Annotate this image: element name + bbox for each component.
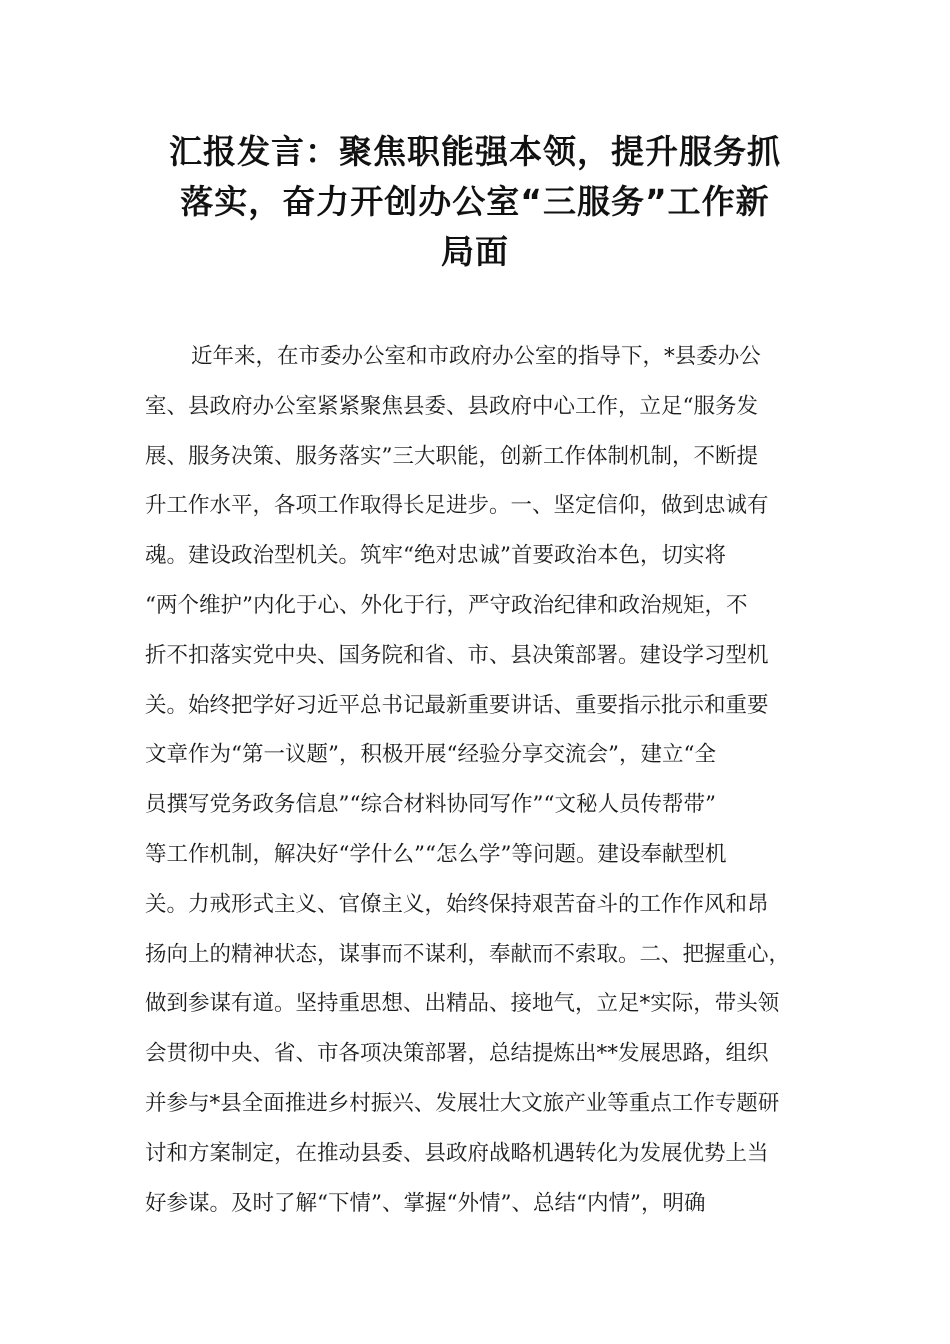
body-line: 近年来，在市委办公室和市政府办公室的指导下，*县委办公 (191, 344, 761, 369)
body-line: 折不扣落实党中央、国务院和省、市、县决策部署。建设学习型机 (145, 642, 769, 668)
body-line: 会贯彻中央、省、市各项决策部署，总结提炼出**发展思路，组织 (145, 1041, 769, 1067)
document-title (145, 127, 805, 276)
body-line: 等工作机制，解决好“学什么”“怎么学”等问题。建设奉献型机 (145, 841, 727, 867)
body-line: 展、服务决策、服务落实”三大职能，创新工作体制机制，不断提 (145, 443, 758, 469)
body-line: “两个维护”内化于心、外化于行，严守政治纪律和政治规矩，不 (145, 592, 748, 618)
title-line: 汇报发言：聚焦职能强本领，提升服务抓 (169, 132, 781, 171)
body-line: 员撰写党务政务信息”“综合材料协同写作”“文秘人员传帮带” (145, 792, 716, 818)
body-line: 关。力戒形式主义、官僚主义，始终保持艰苦奋斗的工作作风和昂 (145, 891, 769, 917)
body-line: 扬向上的精神状态，谋事而不谋利，奉献而不索取。二、把握重心， (145, 941, 791, 967)
body-line: 室、县政府办公室紧紧聚焦县委、县政府中心工作，立足“服务发 (145, 393, 758, 419)
title-line: 局面 (441, 231, 509, 271)
body-line: 做到参谋有道。坚持重思想、出精品、接地气，立足*实际，带头领 (145, 991, 780, 1017)
body-line: 并参与*县全面推进乡村振兴、发展壮大文旅产业等重点工作专题研 (145, 1090, 780, 1116)
body-line: 好参谋。及时了解“下情”、掌握“外情”、总结“内情”，明确 (145, 1190, 706, 1216)
title-line: 落实，奋力开创办公室“三服务”工作新 (180, 181, 770, 221)
body-paragraph (145, 332, 805, 1228)
body-line: 关。始终把学好习近平总书记最新重要讲话、重要指示批示和重要 (145, 692, 769, 718)
body-line: 升工作水平，各项工作取得长足进步。一、坚定信仰，做到忠诚有 (145, 493, 769, 519)
body-line: 魂。建设政治型机关。筑牢“绝对忠诚”首要政治本色，切实将 (145, 543, 726, 569)
body-line: 文章作为“第一议题”，积极开展“经验分享交流会”，建立“全 (145, 742, 716, 768)
body-line: 讨和方案制定，在推动县委、县政府战略机遇转化为发展优势上当 (145, 1140, 769, 1166)
